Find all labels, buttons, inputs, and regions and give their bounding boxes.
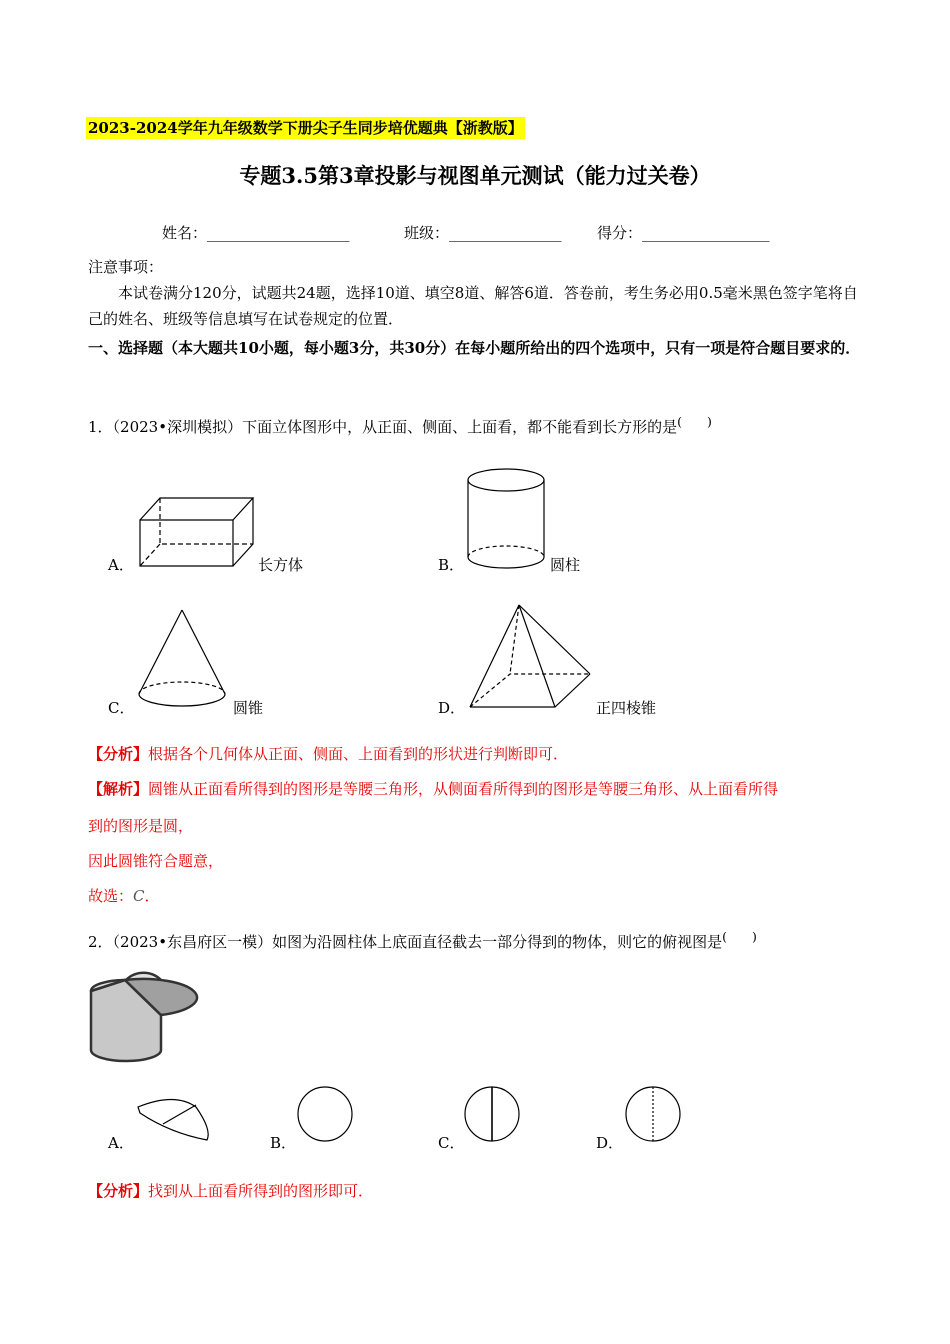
option-b-caption: 圆柱 [550,556,581,574]
analysis-text: 根据各个几何体从正面、侧面、上面看到的形状进行判断即可． [148,745,569,763]
analysis-text: 找到从上面看所得到的图形即可． [148,1182,374,1200]
option-d-caption: 正四棱锥 [596,699,657,717]
series-header: 2023-2024学年九年级数学下册尖子生同步培优题典【浙教版】 [88,119,523,137]
answer-parenthesis: ( ) [677,414,712,429]
q1-solution-line-2: 到的图形是圆， [88,817,194,835]
answer-suffix: ． [144,887,160,905]
q2-option-d-letter: D． [596,1134,624,1152]
option-b-shape [298,1087,352,1141]
answer-letter: C [133,887,145,905]
name-field: 姓名：___________________ [162,224,350,242]
q2-option-c-letter: C． [438,1134,465,1152]
answer-prefix: 故选： [88,887,134,905]
solution-text: 圆锥从正面看所得到的图形是等腰三角形，从侧面看所得到的图形是等腰三角形、从上面看所得 [148,780,779,798]
cut-cylinder-figure [91,973,197,1061]
analysis-tag: 【分析】 [88,1182,149,1200]
question-1-text: 1．（2023•深圳模拟）下面立体图形中，从正面、侧面、上面看，都不能看到长方形的是 [88,418,678,436]
q2-analysis [88,1178,864,1204]
option-c-shape [465,1087,519,1141]
score-field: 得分：_________________ [597,224,770,242]
q2-option-b-letter: B． [270,1134,297,1152]
option-d-shape [626,1087,680,1141]
solution-tag: 【解析】 [88,780,149,798]
option-a-letter: A． [108,556,134,574]
option-a-shape [138,1100,208,1141]
question-2-text: 2．（2023•东昌府区一模）如图为沿圆柱体上底面直径截去一部分得到的物体，则它的俯视图是 [88,933,723,951]
answer-parenthesis: ( ) [722,929,757,944]
class-field: 班级：_______________ [404,224,562,242]
option-a-caption: 长方体 [258,556,304,574]
q1-solution-line-3: 因此圆锥符合题意， [88,852,224,870]
notice-label: 注意事项： [88,258,164,276]
option-c-letter: C． [108,699,135,717]
analysis-tag: 【分析】 [88,745,149,763]
option-c-caption: 圆锥 [233,699,264,717]
notice-text: 本试卷满分120分，试题共24题，选择10道、填空8道、解答6道．答卷前，考生务必用0.5毫米黑色签字笔将自己的姓名、班级等信息填写在试卷规定的位置． [88,284,858,328]
option-d-letter: D． [438,699,466,717]
q2-option-a-letter: A． [108,1134,134,1152]
page-title: 专题3.5第3章投影与视图单元测试（能力过关卷） [239,163,711,188]
section-heading: 一、选择题（本大题共10小题，每小题3分，共30分）在每小题所给出的四个选项中，只有一项是符合题目要求的． [88,339,861,357]
option-b-letter: B． [438,556,465,574]
